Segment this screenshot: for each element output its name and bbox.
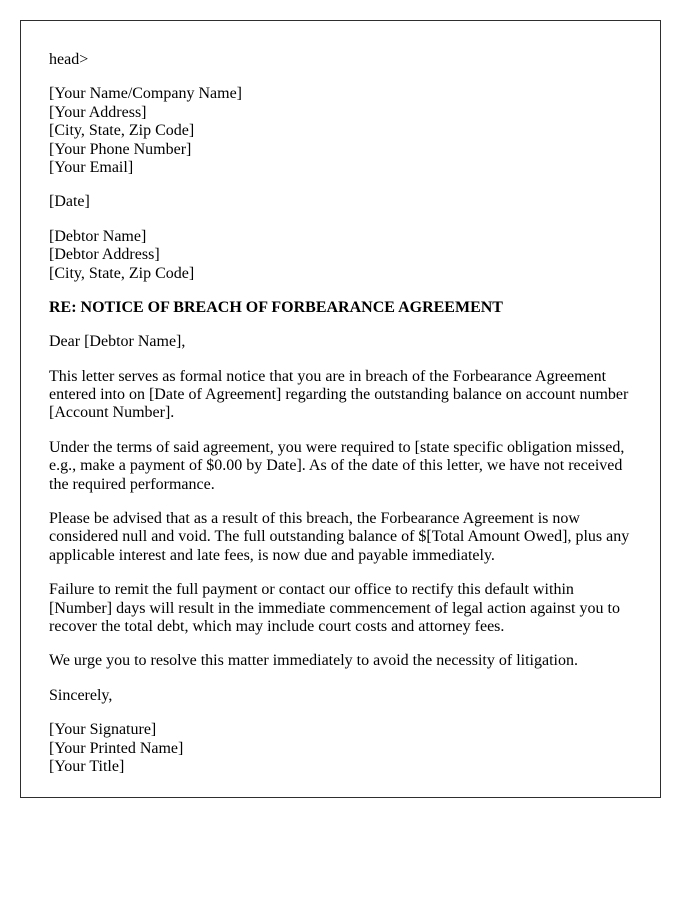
stray-markup-text: head> — [49, 51, 89, 68]
signature-block — [49, 721, 632, 776]
body-paragraph-4: Failure to remit the full payment or contact our office to rectify this default within [Number] days will result in the immediate commencement of legal action against you to recover the total debt, which may include court costs and attorney fees. — [49, 581, 620, 635]
letter-document — [20, 20, 661, 798]
signature-line: [Your Signature] — [49, 721, 157, 739]
sender-block — [49, 85, 632, 177]
sender-phone: [Your Phone Number] — [49, 140, 192, 158]
sender-name: [Your Name/Company Name] — [49, 85, 243, 103]
body-paragraph-5: We urge you to resolve this matter immediately to avoid the necessity of litigation. — [49, 652, 578, 670]
sender-city-state-zip: [City, State, Zip Code] — [49, 122, 195, 140]
sender-email: [Your Email] — [49, 158, 134, 176]
salutation: Dear [Debtor Name], — [49, 333, 186, 351]
recipient-address: [Debtor Address] — [49, 246, 160, 264]
body-paragraph-3: Please be advised that as a result of this breach, the Forbearance Agreement is now considered null and void. The full outstanding balance of $[Total Amount Owed], plus any applicable interest and late fees, is now due and payable immediately. — [49, 510, 630, 564]
subject-line: RE: NOTICE OF BREACH OF FORBEARANCE AGREEMENT — [49, 298, 503, 316]
recipient-city-state-zip: [City, State, Zip Code] — [49, 264, 195, 282]
body-paragraph-1: This letter serves as formal notice that you are in breach of the Forbearance Agreement entered into on [Date of Agreement] regarding the outstanding balance on account number [Account Number]. — [49, 367, 629, 422]
closing: Sincerely, — [49, 686, 113, 704]
printed-name-line: [Your Printed Name] — [49, 739, 184, 757]
recipient-name: [Debtor Name] — [49, 227, 147, 245]
body-paragraph-2: Under the terms of said agreement, you were required to [state specific obligation missed, e.g., make a payment of $0.00 by Date]. As of the date of this letter, we have not received the required performance. — [49, 438, 625, 493]
sender-address: [Your Address] — [49, 103, 147, 121]
title-line: [Your Title] — [49, 757, 125, 775]
recipient-block — [49, 228, 632, 283]
date-line: [Date] — [49, 193, 90, 211]
